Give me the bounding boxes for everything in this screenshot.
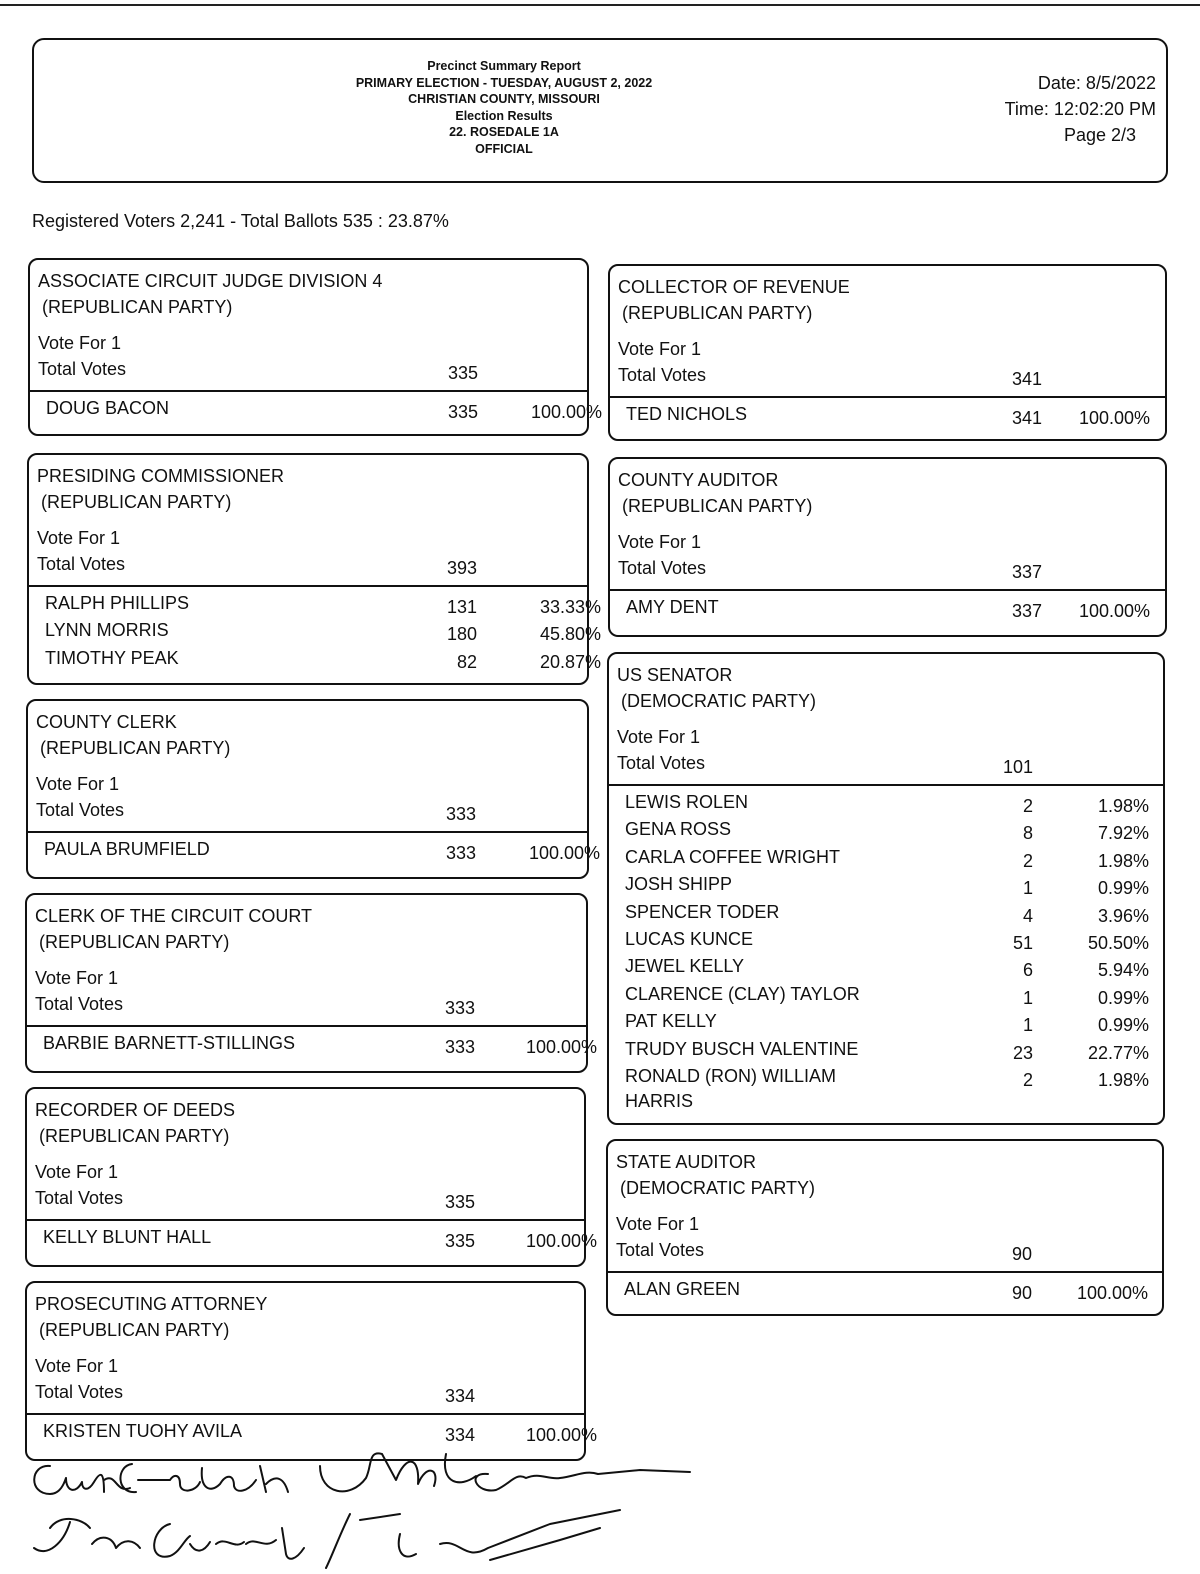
candidate-name: GENA ROSS — [625, 819, 732, 840]
candidate-name: JOSH SHIPP — [625, 874, 733, 895]
candidate-percent: 0.99% — [1097, 878, 1149, 899]
contest-box — [27, 453, 601, 685]
signature-3 — [34, 1519, 304, 1559]
official-label: OFFICIAL — [475, 141, 533, 156]
office-name: RECORDER OF DEEDS — [35, 1100, 236, 1120]
party-name: (REPUBLICAN PARTY) — [622, 496, 813, 516]
candidate-percent: 1.98% — [1097, 796, 1149, 816]
contest-title — [616, 1149, 815, 1201]
party-name: (REPUBLICAN PARTY) — [42, 297, 233, 317]
candidate-votes: 180 — [446, 624, 477, 645]
separator-line — [28, 831, 587, 833]
candidate-percent: 1.98% — [1097, 1070, 1149, 1090]
report-type: Election Results — [455, 108, 553, 123]
candidate-row — [30, 396, 602, 423]
candidate-percent: 7.92% — [1097, 823, 1149, 844]
registration-summary: Registered Voters 2,241 - Total Ballots 535 : 23.87% — [32, 211, 449, 231]
contest-box — [25, 1281, 597, 1461]
signature-2 — [320, 1453, 690, 1491]
candidate-name: LYNN MORRIS — [45, 620, 169, 641]
contest-title — [35, 1291, 267, 1343]
candidate-percent: 100.00% — [525, 1231, 597, 1251]
contest-box — [25, 1087, 597, 1267]
total-votes-value: 335 — [444, 1192, 475, 1212]
total-votes-label: Total Votes — [38, 359, 127, 379]
contest-title — [35, 903, 312, 955]
report-title-block — [254, 58, 754, 157]
separator-line — [27, 1025, 586, 1027]
county-name: CHRISTIAN COUNTY, MISSOURI — [408, 92, 600, 106]
total-votes-label: Total Votes — [35, 1188, 124, 1208]
candidate-row — [28, 837, 600, 864]
total-votes-label: Total Votes — [35, 1382, 124, 1402]
candidate-row — [609, 817, 1163, 844]
candidate-name: LEWIS ROLEN — [625, 792, 749, 812]
candidate-name: CARLA COFFEE WRIGHT — [625, 846, 841, 867]
candidate-name: PAULA BRUMFIELD — [44, 839, 210, 859]
candidate-percent: 100.00% — [525, 1037, 597, 1057]
office-name: COLLECTOR OF REVENUE — [618, 277, 850, 297]
candidate-name-continued — [609, 1089, 1163, 1116]
candidate-percent: 3.96% — [1097, 905, 1149, 926]
vote-for-label: Vote For 1 — [617, 727, 701, 747]
candidate-votes: 333 — [445, 843, 476, 863]
contest-box — [28, 258, 602, 436]
candidate-row — [27, 1031, 597, 1058]
candidate-name: RONALD (RON) WILLIAM — [625, 1066, 837, 1086]
candidate-name: LUCAS KUNCE — [625, 929, 754, 949]
separator-line — [27, 1219, 584, 1221]
total-votes-value: 335 — [447, 363, 478, 383]
total-votes-label: Total Votes — [616, 1240, 705, 1260]
candidate-votes: 335 — [447, 402, 478, 422]
total-votes-value: 333 — [445, 804, 476, 824]
total-votes-value: 90 — [1011, 1244, 1032, 1264]
candidate-row — [609, 982, 1163, 1009]
party-name: (REPUBLICAN PARTY) — [39, 932, 230, 952]
candidate-votes: 335 — [444, 1231, 475, 1251]
candidate-name: CLARENCE (CLAY) TAYLOR — [625, 983, 860, 1004]
candidate-votes: 4 — [1022, 905, 1033, 926]
party-name: (REPUBLICAN PARTY) — [622, 303, 813, 323]
candidate-row — [609, 900, 1163, 927]
vote-for-label: Vote For 1 — [618, 532, 702, 552]
candidate-name: DOUG BACON — [46, 398, 170, 418]
candidate-percent: 100.00% — [1076, 1283, 1148, 1303]
candidate-votes: 1 — [1022, 878, 1033, 899]
vote-for-label: Vote For 1 — [37, 528, 121, 548]
candidate-percent: 100.00% — [1078, 408, 1150, 428]
candidate-votes: 341 — [1011, 408, 1042, 428]
candidate-name: BARBIE BARNETT-STILLINGS — [43, 1033, 296, 1053]
candidate-votes: 1 — [1022, 1015, 1033, 1036]
candidate-votes: 2 — [1022, 796, 1033, 816]
candidate-row — [609, 1037, 1163, 1064]
signature-4 — [326, 1510, 620, 1568]
candidate-row — [609, 1064, 1163, 1091]
candidate-votes: 90 — [1011, 1283, 1032, 1303]
party-name: (REPUBLICAN PARTY) — [39, 1320, 230, 1340]
office-name: US SENATOR — [617, 665, 733, 685]
report-meta — [1005, 70, 1156, 148]
precinct-name: 22. ROSEDALE 1A — [449, 125, 559, 139]
candidate-votes: 131 — [446, 597, 477, 617]
report-time: Time: 12:02:20 PM — [1004, 99, 1156, 119]
contest-title — [38, 268, 382, 320]
candidate-votes: 8 — [1022, 823, 1033, 844]
total-votes-label: Total Votes — [618, 558, 707, 578]
contest-title — [35, 1097, 235, 1149]
candidate-name: PAT KELLY — [625, 1011, 717, 1032]
office-name: COUNTY AUDITOR — [618, 470, 779, 490]
report-title: Precinct Summary Report — [427, 59, 581, 73]
total-votes-value: 393 — [446, 558, 477, 578]
candidate-percent: 5.94% — [1097, 960, 1149, 981]
candidate-row — [29, 591, 601, 618]
vote-for-label: Vote For 1 — [616, 1214, 700, 1234]
contest-box — [26, 699, 600, 879]
candidate-percent: 45.80% — [539, 624, 601, 645]
top-rule — [0, 4, 1200, 6]
candidate-percent: 33.33% — [539, 597, 601, 617]
contest-title — [37, 463, 284, 515]
vote-for-label: Vote For 1 — [35, 968, 119, 988]
separator-line — [30, 390, 587, 392]
contest-box — [608, 457, 1167, 637]
candidate-row — [610, 595, 1165, 622]
party-name: (DEMOCRATIC PARTY) — [621, 691, 817, 711]
total-votes-value: 341 — [1011, 369, 1042, 389]
total-votes-label: Total Votes — [35, 994, 124, 1014]
candidate-row — [609, 790, 1163, 817]
candidate-name: TED NICHOLS — [626, 404, 748, 424]
candidate-votes: 82 — [456, 651, 477, 672]
candidate-percent: 50.50% — [1087, 933, 1149, 953]
contest-box — [606, 1139, 1164, 1316]
candidate-name-line2: HARRIS — [625, 1091, 694, 1112]
candidate-percent: 1.98% — [1097, 850, 1149, 871]
candidate-row — [609, 954, 1163, 981]
candidate-name: SPENCER TODER — [625, 901, 780, 922]
vote-for-label: Vote For 1 — [38, 333, 122, 353]
total-votes-value: 337 — [1011, 562, 1042, 582]
office-name: PROSECUTING ATTORNEY — [35, 1294, 268, 1314]
contest-box — [25, 893, 597, 1073]
party-name: (DEMOCRATIC PARTY) — [620, 1178, 816, 1198]
separator-line — [27, 1413, 584, 1415]
page-number: Page 2/3 — [1063, 125, 1136, 145]
candidate-name: RALPH PHILLIPS — [45, 593, 190, 613]
candidate-votes: 1 — [1022, 987, 1033, 1008]
candidate-name: AMY DENT — [626, 597, 719, 617]
separator-line — [609, 784, 1163, 786]
candidate-row — [609, 872, 1163, 899]
candidate-row — [609, 1009, 1163, 1036]
candidate-votes: 51 — [1012, 933, 1033, 953]
separator-line — [610, 589, 1165, 591]
total-votes-label: Total Votes — [37, 554, 126, 574]
party-name: (REPUBLICAN PARTY) — [39, 1126, 230, 1146]
candidate-name: TRUDY BUSCH VALENTINE — [625, 1038, 859, 1059]
candidate-row — [27, 1225, 597, 1252]
vote-for-label: Vote For 1 — [618, 339, 702, 359]
total-votes-label: Total Votes — [618, 365, 707, 385]
report-header — [32, 38, 1168, 183]
signatures — [20, 1444, 720, 1574]
separator-line — [608, 1271, 1162, 1273]
candidate-name: TIMOTHY PEAK — [45, 647, 179, 668]
candidate-percent: 20.87% — [539, 651, 601, 672]
separator-line — [29, 585, 587, 587]
total-votes-value: 101 — [1002, 757, 1033, 777]
candidate-percent: 100.00% — [525, 1425, 597, 1445]
vote-for-label: Vote For 1 — [35, 1162, 119, 1182]
candidate-votes: 334 — [444, 1425, 475, 1445]
contest-title — [617, 662, 816, 714]
signature-1 — [34, 1464, 288, 1494]
candidate-row — [608, 1277, 1162, 1304]
vote-for-label: Vote For 1 — [36, 774, 120, 794]
party-name: (REPUBLICAN PARTY) — [41, 492, 232, 512]
candidate-percent: 22.77% — [1087, 1042, 1149, 1063]
candidate-row — [610, 402, 1165, 429]
candidate-name: ALAN GREEN — [624, 1279, 741, 1299]
separator-line — [610, 396, 1165, 398]
candidate-row — [27, 1419, 597, 1446]
total-votes-label: Total Votes — [617, 753, 706, 773]
candidate-name: JEWEL KELLY — [625, 956, 745, 977]
office-name: ASSOCIATE CIRCUIT JUDGE DIVISION 4 — [38, 271, 383, 291]
candidate-votes: 6 — [1022, 960, 1033, 981]
candidate-percent: 100.00% — [528, 843, 600, 863]
candidate-percent: 100.00% — [1078, 601, 1150, 621]
office-name: CLERK OF THE CIRCUIT COURT — [35, 906, 313, 926]
candidate-percent: 0.99% — [1097, 1015, 1149, 1036]
candidate-votes: 2 — [1022, 850, 1033, 871]
candidate-percent: 100.00% — [530, 402, 602, 422]
office-name: PRESIDING COMMISSIONER — [37, 466, 285, 486]
candidate-votes: 337 — [1011, 601, 1042, 621]
election-name: PRIMARY ELECTION - TUESDAY, AUGUST 2, 2022 — [355, 75, 653, 90]
candidate-row — [609, 845, 1163, 872]
candidate-row — [29, 618, 601, 645]
contest-box — [608, 264, 1167, 441]
office-name: COUNTY CLERK — [36, 712, 177, 732]
candidate-votes: 23 — [1012, 1042, 1033, 1063]
candidate-votes: 333 — [444, 1037, 475, 1057]
contest-title — [36, 709, 230, 761]
candidate-row — [29, 646, 601, 673]
total-votes-label: Total Votes — [36, 800, 125, 820]
candidate-row — [609, 927, 1163, 954]
contest-title — [618, 467, 812, 519]
office-name: STATE AUDITOR — [616, 1152, 757, 1172]
candidate-name: KELLY BLUNT HALL — [43, 1227, 212, 1247]
contest-box — [607, 652, 1165, 1125]
candidate-name: KRISTEN TUOHY AVILA — [43, 1421, 243, 1441]
total-votes-value: 333 — [444, 998, 475, 1018]
report-date: Date: 8/5/2022 — [1037, 73, 1156, 93]
total-votes-value: 334 — [444, 1386, 475, 1406]
vote-for-label: Vote For 1 — [35, 1356, 119, 1376]
candidate-votes: 2 — [1022, 1070, 1033, 1090]
contest-title — [618, 274, 850, 326]
candidate-percent: 0.99% — [1097, 987, 1149, 1008]
party-name: (REPUBLICAN PARTY) — [40, 738, 231, 758]
